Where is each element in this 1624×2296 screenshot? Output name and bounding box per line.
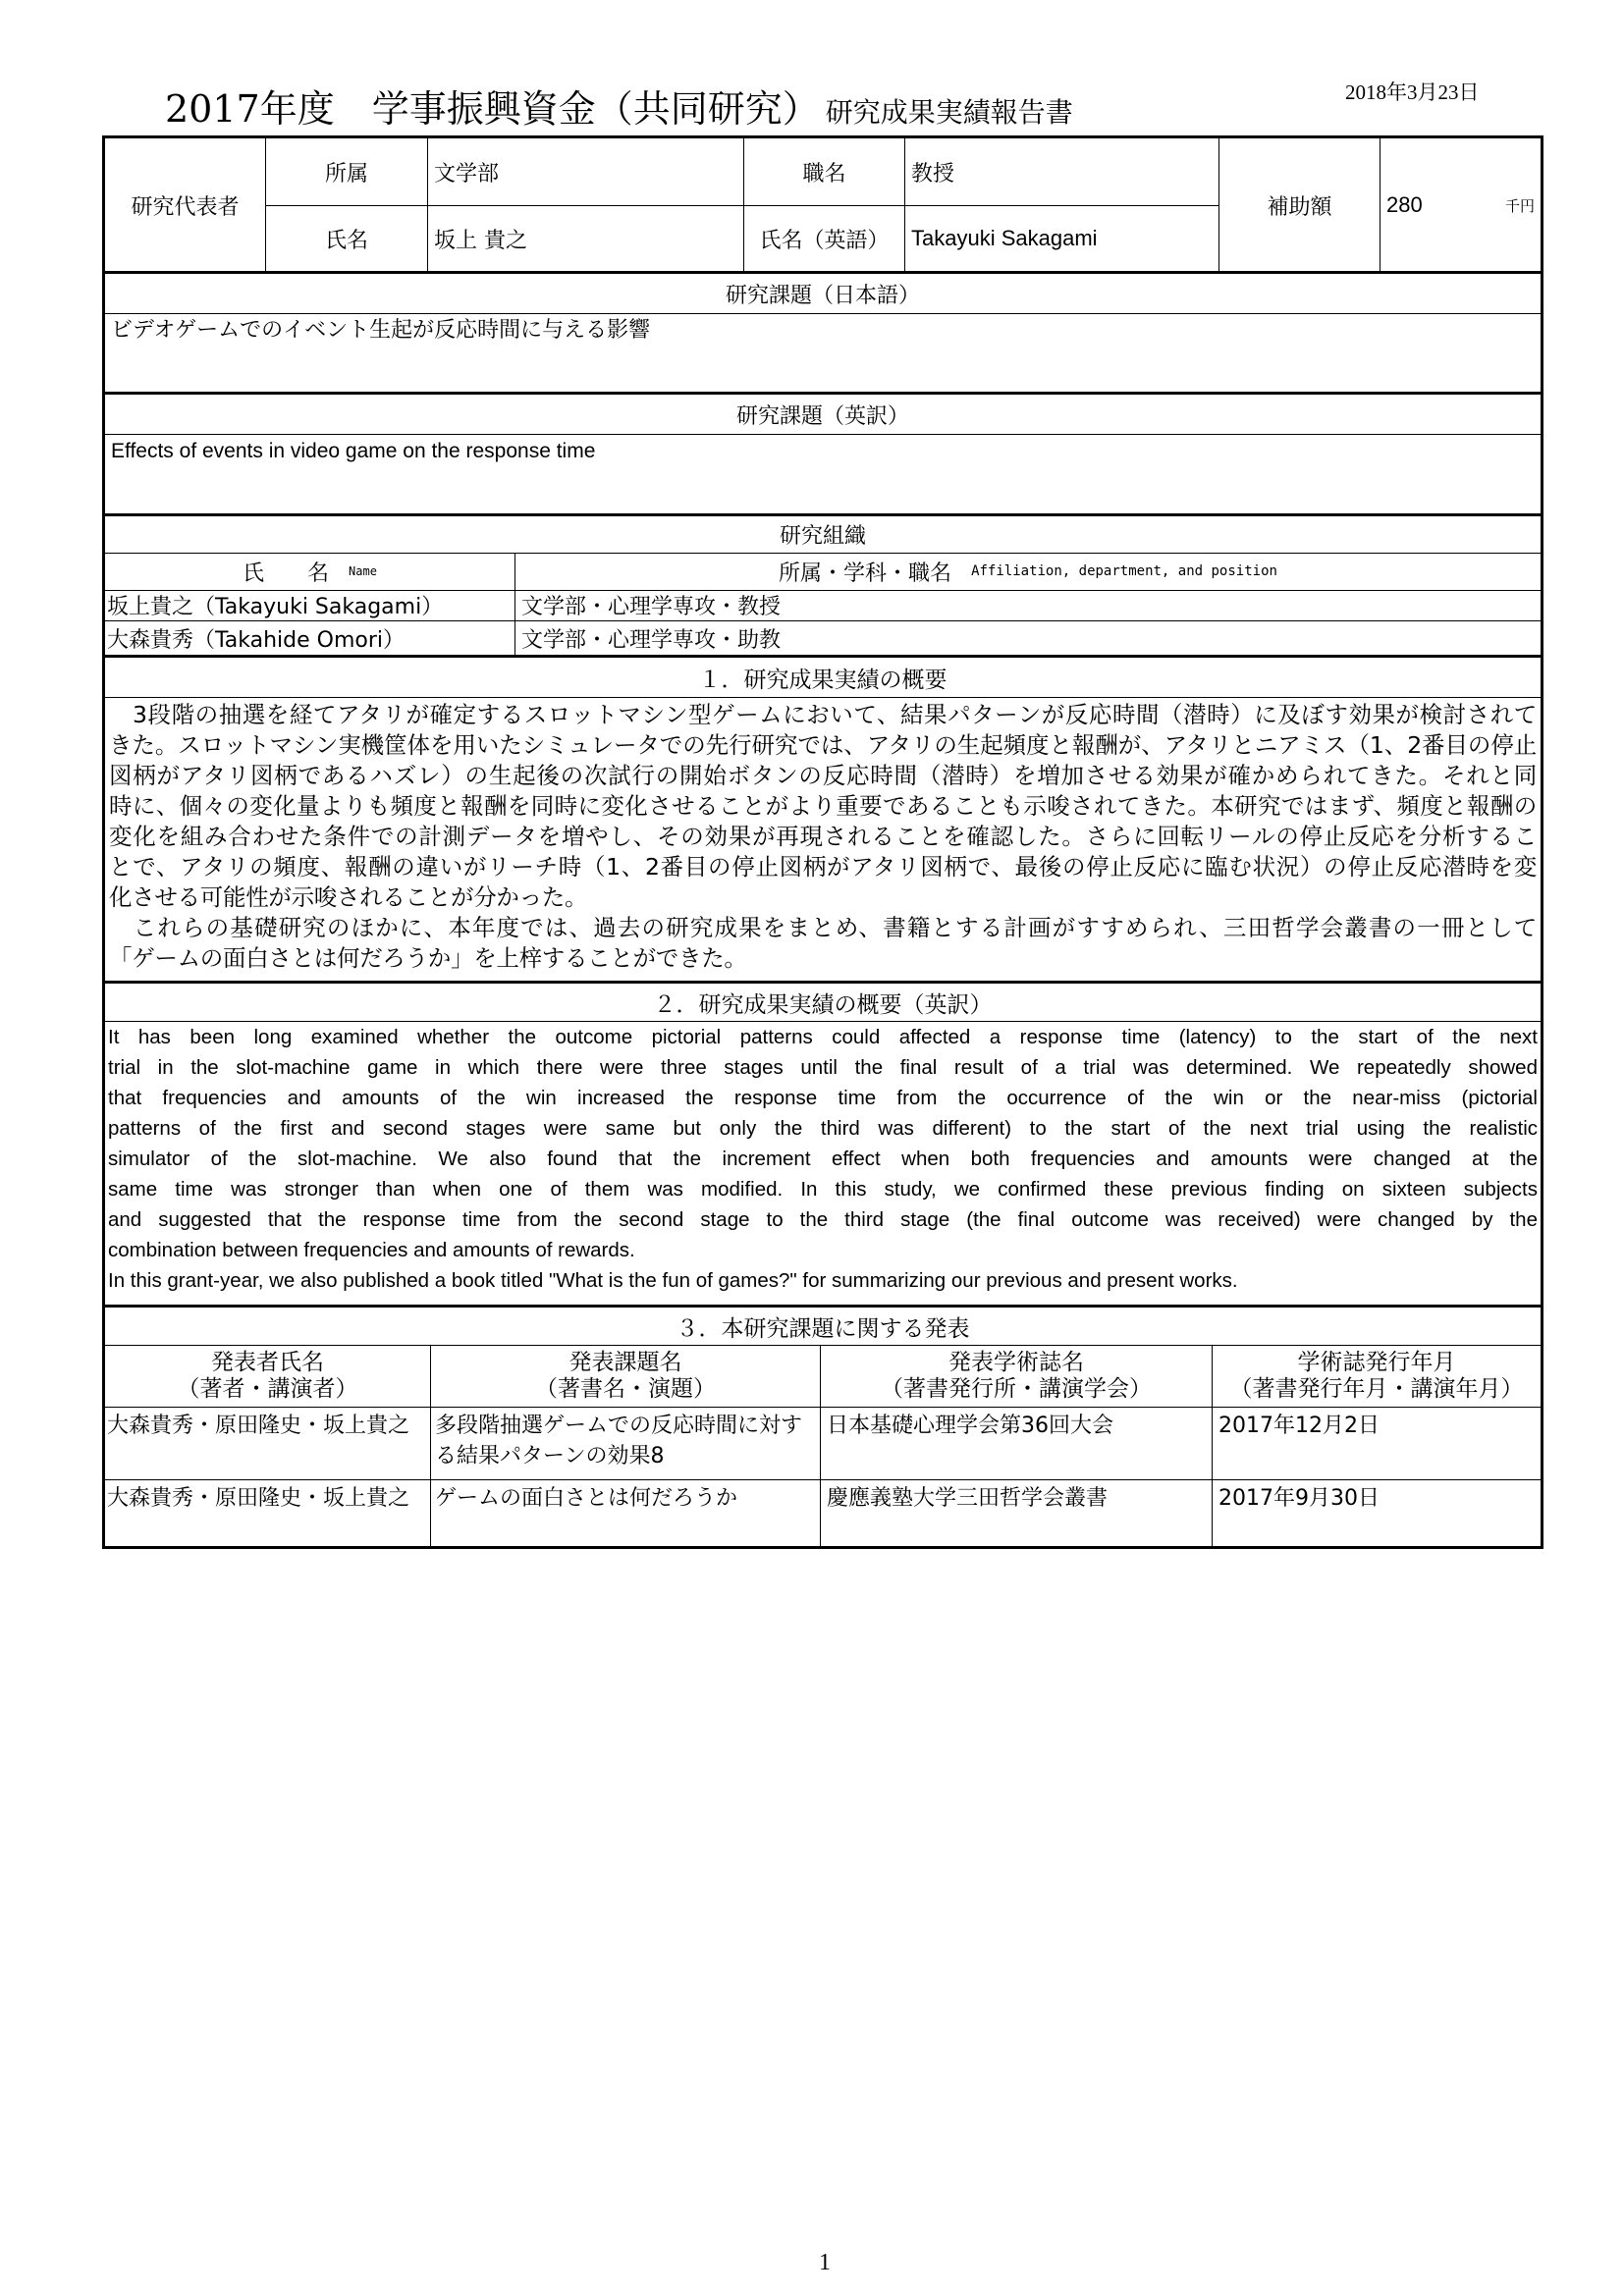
summary-en-line: and suggested that the response time from the second stage to the third stage (the final outcome was received) were changed by the bbox=[108, 1208, 1538, 1231]
pub-col-date bbox=[1213, 1345, 1541, 1407]
summary-en-line: same time was stronger than when one of them was modified. In this study, we confirmed these previous finding on sixteen subjects bbox=[108, 1178, 1538, 1201]
title-main: 2017年度 学事振興資金（共同研究） bbox=[165, 87, 820, 131]
grant-unit: 千円 bbox=[1504, 196, 1535, 215]
divider bbox=[105, 697, 1541, 698]
col-line: 発表者氏名 bbox=[211, 1349, 324, 1375]
pub-date: 2017年9月30日 bbox=[1218, 1486, 1380, 1511]
summary-ja-line: 3段階の抽選を経てアタリが確定するスロットマシン型ゲームにおいて、結果パターンが反応時間（潜時）に及ぼす効果が検討されて bbox=[109, 701, 1537, 728]
grant-value bbox=[1380, 138, 1541, 272]
col-line: 発表学術誌名 bbox=[948, 1349, 1084, 1375]
pub-col-title bbox=[431, 1345, 821, 1407]
summary-en-line: trial in the slot-machine game in which there were three stages until the final result of a trial was determined. We repeatedly showed bbox=[108, 1056, 1538, 1079]
report-form bbox=[102, 135, 1543, 1549]
summary-ja-label: １．研究成果実績の概要 bbox=[698, 667, 947, 693]
pub-venue: 慶應義塾大学三田哲学会叢書 bbox=[821, 1479, 1213, 1546]
pub-title: ゲームの面白さとは何だろうか bbox=[431, 1479, 821, 1546]
col-line: （著者・講演者） bbox=[177, 1375, 358, 1402]
position-label: 職名 bbox=[744, 138, 905, 205]
pub-col-authors bbox=[105, 1345, 431, 1407]
summary-ja-body bbox=[109, 700, 1537, 974]
org-col-name-en: Name bbox=[349, 564, 377, 578]
summary-en-line: In this grant-year, we also published a book titled "What is the fun of games?" for summarizing our previous and present works. bbox=[108, 1269, 1238, 1292]
divider bbox=[266, 205, 1219, 206]
name-label: 氏名 bbox=[266, 205, 428, 272]
pub-date: 2017年12月2日 bbox=[1218, 1414, 1380, 1438]
pub-title: 多段階抽選ゲームでの反応時間に対する結果パターンの効果8 bbox=[431, 1407, 821, 1479]
summary-ja-line: 「ゲームの面白さとは何だろうか」を上梓することができた。 bbox=[109, 944, 747, 972]
summary-ja-line: これらの基礎研究のほかに、本年度では、過去の研究成果をまとめ、書籍とする計画がすすめられ、三田哲学会叢書の一冊として bbox=[109, 914, 1537, 941]
col-line: 発表課題名 bbox=[568, 1349, 682, 1375]
pub-authors: 大森貴秀・原田隆史・坂上貴之 bbox=[105, 1479, 431, 1546]
summary-ja-line: 図柄がアタリ図柄であるハズレ）の生起後の次試行の開始ボタンの反応時間（潜時）を増加させる効果が確かめられてきた。それと同 bbox=[109, 762, 1537, 789]
summary-en-label: ２．研究成果実績の概要（英訳） bbox=[653, 991, 993, 1018]
summary-en-line: combination between frequencies and amounts of rewards. bbox=[108, 1239, 635, 1261]
name-value: 坂上 貴之 bbox=[428, 205, 744, 272]
topic-en-label: 研究課題（英訳） bbox=[735, 403, 909, 429]
page-number: 1 bbox=[819, 2250, 831, 2275]
col-line: （著書発行年月・講演年月） bbox=[1229, 1375, 1524, 1402]
report-date: 2018年3月23日 bbox=[1345, 80, 1480, 104]
summary-ja-line: 時に、個々の変化量よりも頻度と報酬を同時に変化させることがより重要であることも示唆されてきた。本研究ではまず、頻度と報酬の bbox=[109, 792, 1537, 820]
pub-col-venue bbox=[821, 1345, 1213, 1407]
org-col-affil-en: Affiliation, department, and position bbox=[971, 563, 1277, 579]
col-line: （著書名・演題） bbox=[535, 1375, 716, 1402]
topic-en-value: Effects of events in video game on the response time bbox=[111, 440, 596, 462]
org-col-affil bbox=[515, 553, 1541, 590]
name-en-value: Takayuki Sakagami bbox=[905, 205, 1219, 272]
topic-ja-value: ビデオゲームでのイベント生起が反応時間に与える影響 bbox=[111, 318, 651, 343]
summary-en-line: patterns of the first and second stages were same but only the third was different) to the start of the next trial using the realistic bbox=[108, 1117, 1538, 1140]
col-line: 学術誌発行年月 bbox=[1297, 1349, 1456, 1375]
pub-authors: 大森貴秀・原田隆史・坂上貴之 bbox=[105, 1407, 431, 1479]
topic-ja-label: 研究課題（日本語） bbox=[725, 283, 920, 308]
summary-en-body bbox=[108, 1022, 1538, 1296]
grant-amount: 280 bbox=[1386, 192, 1423, 217]
position-value: 教授 bbox=[905, 138, 1219, 205]
page-title bbox=[165, 79, 1073, 133]
summary-ja-line: 変化を組み合わせた条件での計測データを増やし、その効果が再現されることを確認した。さらに回転リールの停止反応を分析するこ bbox=[109, 823, 1537, 850]
summary-en-line: It has been long examined whether the outcome pictorial patterns could affected a response time (latency) to the start of the next bbox=[108, 1026, 1538, 1048]
grant-label: 補助額 bbox=[1219, 138, 1380, 272]
name-en-label: 氏名（英語） bbox=[744, 205, 905, 272]
org-col-name-ja: 氏 名 bbox=[243, 561, 330, 586]
org-col-affil-ja: 所属・学科・職名 bbox=[779, 561, 952, 586]
summary-ja-line: 化させる可能性が示唆されることが分かった。 bbox=[109, 883, 588, 911]
member-name: 大森貴秀（Takahide Omori） bbox=[105, 620, 515, 656]
publications-label: ３．本研究課題に関する発表 bbox=[676, 1315, 970, 1342]
col-line: （著書発行所・講演学会） bbox=[881, 1375, 1152, 1402]
affiliation-label: 所属 bbox=[266, 138, 428, 205]
summary-en-line: simulator of the slot-machine. We also found that the increment effect when both frequencies and amounts were changed at the bbox=[108, 1148, 1538, 1170]
summary-ja-line: とで、アタリの頻度、報酬の違いがリーチ時（1、2番目の停止図柄がアタリ図柄で、最後の停止反応に臨む状況）の停止反応潜時を変 bbox=[109, 853, 1537, 881]
org-col-name bbox=[105, 553, 515, 590]
summary-ja-line: きた。スロットマシン実機筐体を用いたシミュレータでの先行研究では、アタリの生起頻度と報酬が、アタリとニアミス（1、2番目の停止 bbox=[109, 731, 1537, 759]
member-affiliation: 文学部・心理学専攻・助教 bbox=[521, 627, 782, 653]
affiliation-value: 文学部 bbox=[428, 138, 744, 205]
member-affiliation: 文学部・心理学専攻・教授 bbox=[521, 595, 782, 619]
representative-label: 研究代表者 bbox=[105, 138, 266, 272]
pub-venue: 日本基礎心理学会第36回大会 bbox=[821, 1407, 1213, 1479]
title-sub: 研究成果実績報告書 bbox=[825, 96, 1073, 129]
summary-en-line: that frequencies and amounts of the win increased the response time from the occurrence of the win or the near-miss (pictorial bbox=[108, 1087, 1538, 1109]
organization-label: 研究組織 bbox=[779, 524, 866, 549]
member-name: 坂上貴之（Takayuki Sakagami） bbox=[105, 590, 515, 620]
